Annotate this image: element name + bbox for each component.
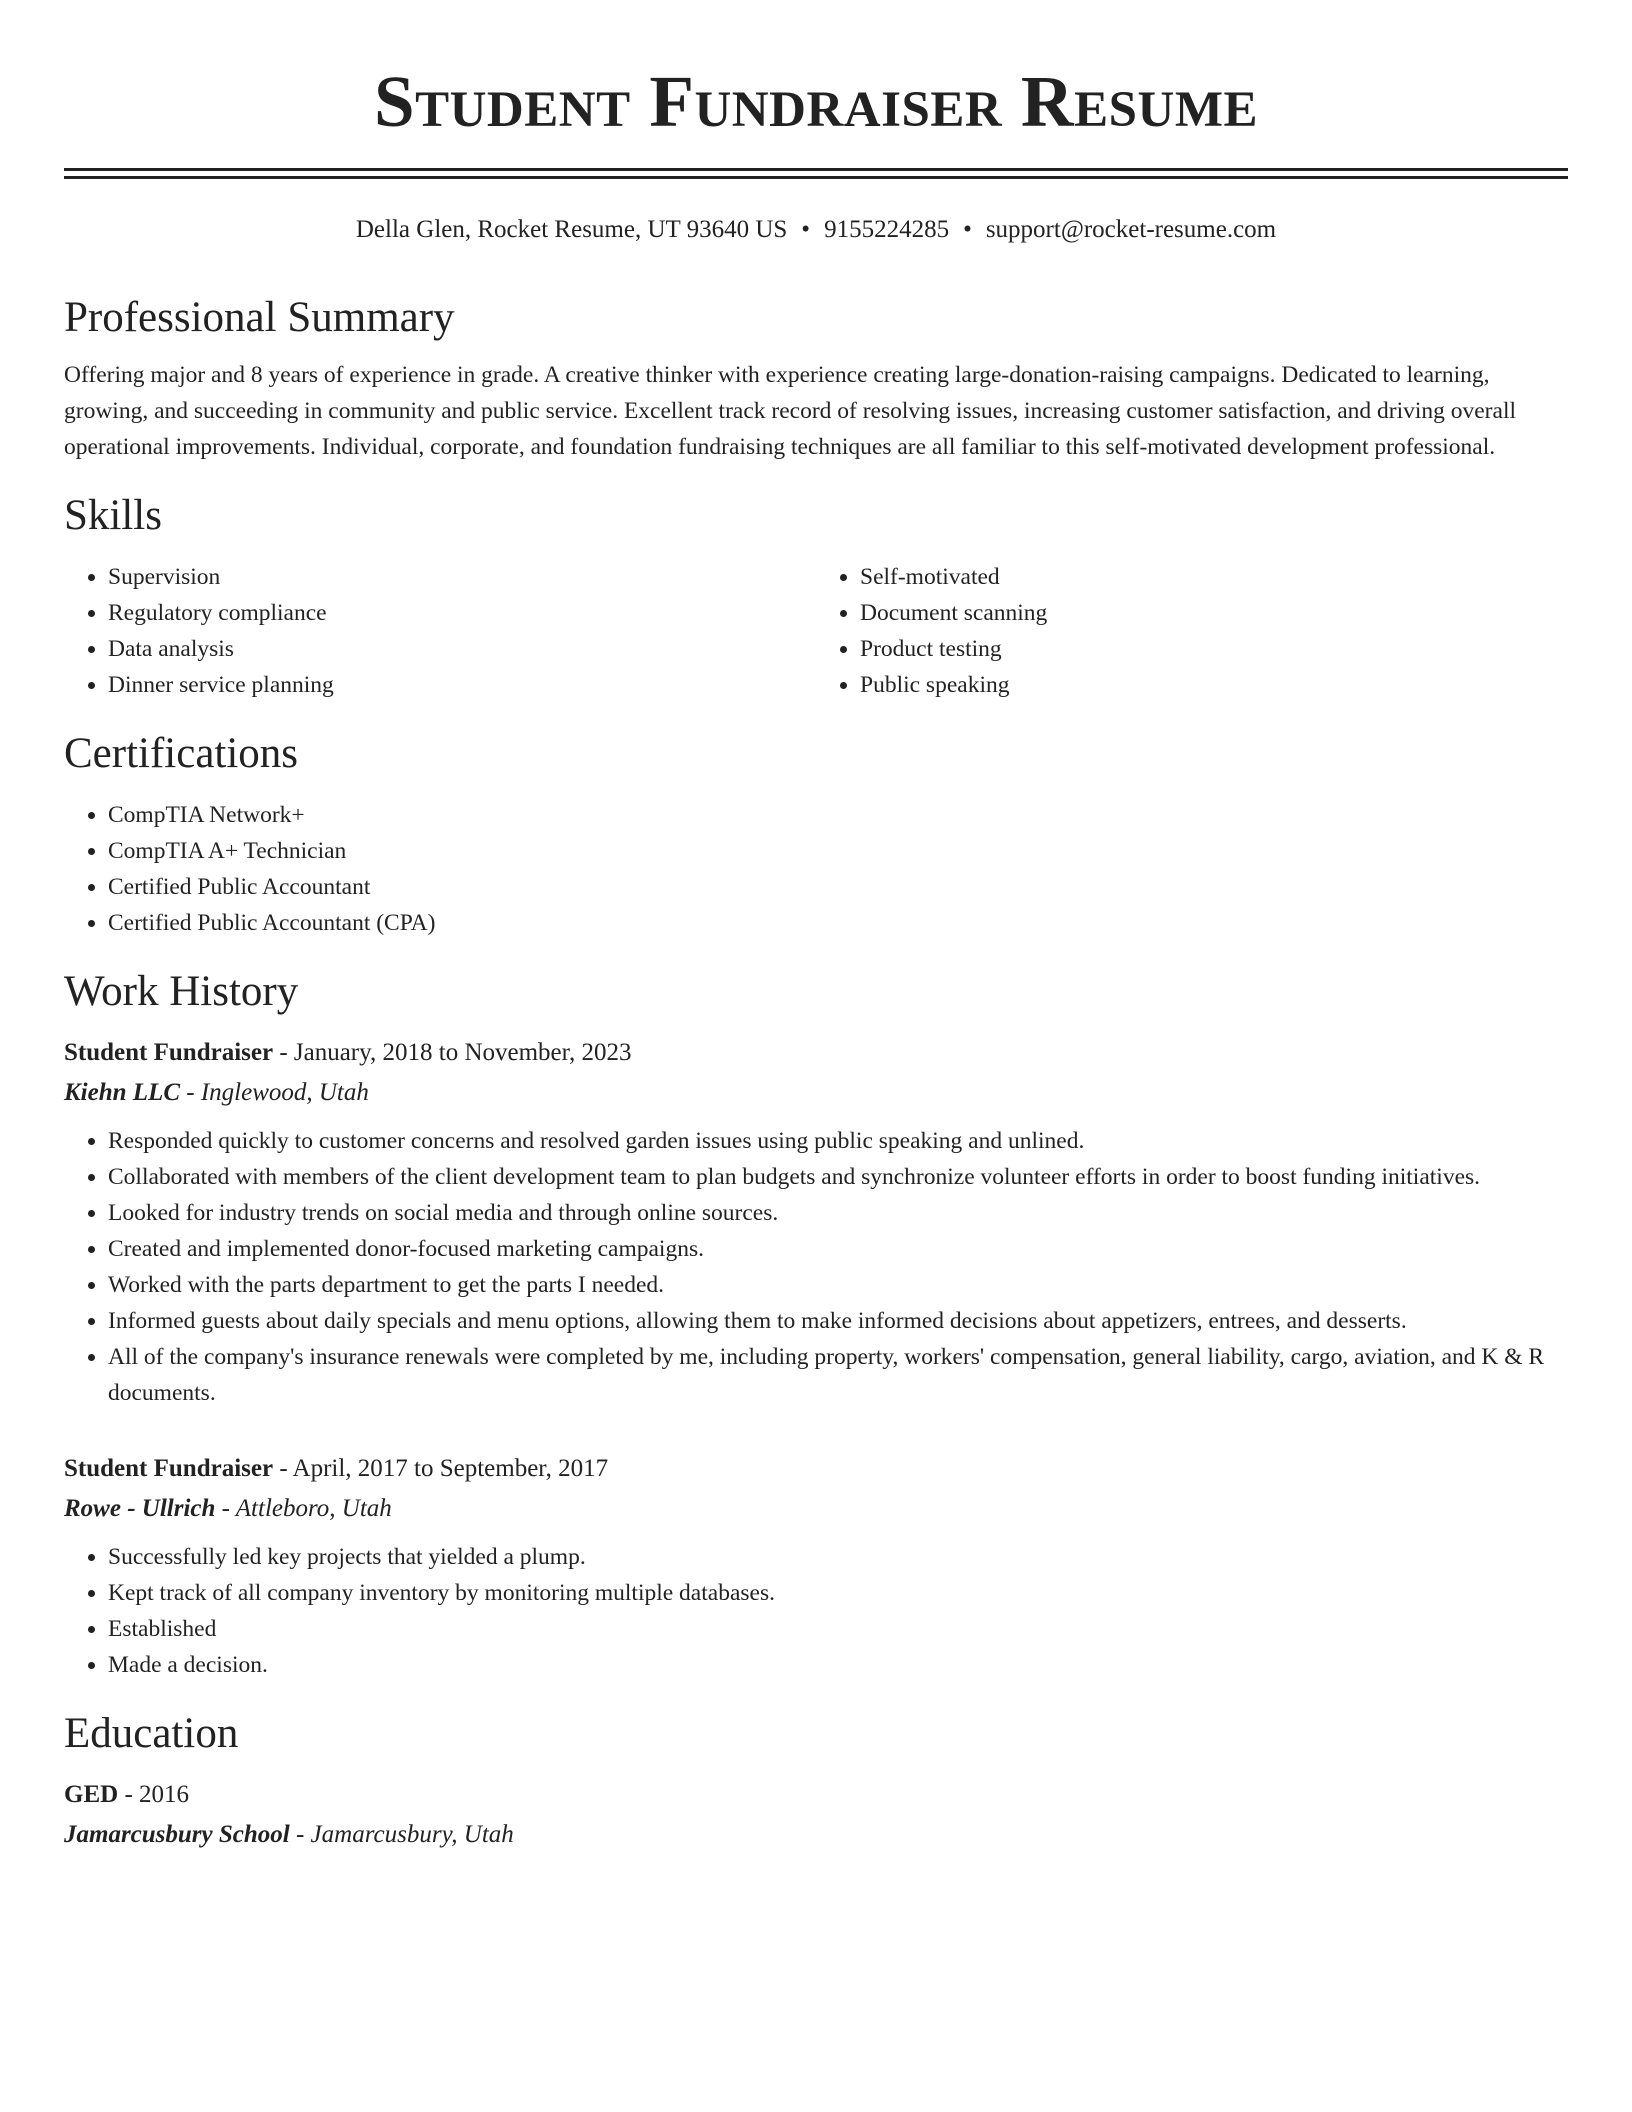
job-entry	[64, 1451, 1568, 1683]
job-bullet: • Worked with the parts department to get the parts I needed.	[108, 1267, 1568, 1303]
skill-item: • Product testing	[860, 631, 1568, 667]
certification-item: • Certified Public Accountant (CPA)	[108, 905, 1568, 941]
job-bullets	[64, 1123, 1568, 1411]
certification-item: • Certified Public Accountant	[108, 869, 1568, 905]
certification-item: • CompTIA Network+	[108, 797, 1568, 833]
contact-separator: •	[963, 216, 972, 243]
education-location: - Jamarcusbury, Utah	[289, 1821, 514, 1848]
resume-title: Student Fundraiser Resume	[373, 61, 1259, 142]
contact-email[interactable]: support@rocket-resume.com	[985, 216, 1277, 243]
job-dates: - April, 2017 to September, 2017	[273, 1455, 609, 1482]
job-bullet: • All of the company's insurance renewals were completed by me, including property, workers' compensation, general liability, cargo, aviation, and K & R documents.	[108, 1339, 1568, 1411]
job-bullets	[64, 1539, 1568, 1683]
education-school-line	[64, 1817, 1568, 1853]
skill-item: • Document scanning	[860, 595, 1568, 631]
job-entry	[64, 1035, 1568, 1411]
work-history-heading: Work History	[64, 968, 299, 1015]
job-dates: - January, 2018 to November, 2023	[273, 1039, 632, 1066]
skills-heading: Skills	[64, 492, 162, 539]
skill-item: • Dinner service planning	[108, 667, 816, 703]
contact-line	[64, 213, 1568, 247]
contact-address: Della Glen, Rocket Resume, UT 93640 US	[355, 216, 788, 243]
job-bullet: • Created and implemented donor-focused marketing campaigns.	[108, 1231, 1568, 1267]
job-company-line	[64, 1491, 1568, 1527]
education-degree-line	[64, 1777, 1568, 1813]
job-location: - Attleboro, Utah	[215, 1495, 392, 1522]
job-bullet: • Successfully led key projects that yielded a plump.	[108, 1539, 1568, 1575]
job-title: Student Fundraiser	[64, 1455, 274, 1482]
job-location: - Inglewood, Utah	[180, 1079, 369, 1106]
education-school: Jamarcusbury School	[64, 1821, 290, 1848]
education-heading: Education	[64, 1710, 239, 1757]
summary-text: Offering major and 8 years of experience in grade. A creative thinker with experience creating large-donation-raising campaigns. Dedicated to learning, growing, and succeeding in community and public service. Excellent track record of resolving issues, increasing customer satisfaction, and driving overall operational improvements. Individual, corporate, and foundation fundraising techniques are all familiar to this self-motivated development professional.	[64, 362, 1516, 460]
skill-item: • Supervision	[108, 559, 816, 595]
skills-column-right	[816, 559, 1568, 703]
education-degree: GED	[64, 1781, 119, 1808]
education-entry	[64, 1777, 1568, 1853]
job-title: Student Fundraiser	[64, 1039, 274, 1066]
title-divider	[64, 168, 1568, 179]
summary-heading: Professional Summary	[64, 294, 455, 341]
skills-column-left	[64, 559, 816, 703]
skill-item: • Regulatory compliance	[108, 595, 816, 631]
job-bullet: • Responded quickly to customer concerns and resolved garden issues using public speaking and unlined.	[108, 1123, 1568, 1159]
job-title-line	[64, 1451, 1568, 1487]
certification-item: • CompTIA A+ Technician	[108, 833, 1568, 869]
skill-item: • Data analysis	[108, 631, 816, 667]
contact-phone: 9155224285	[824, 216, 950, 243]
job-title-line	[64, 1035, 1568, 1071]
job-bullet: • Made a decision.	[108, 1647, 1568, 1683]
job-bullet: • Established	[108, 1611, 1568, 1647]
contact-separator: •	[801, 216, 811, 243]
skill-item: • Public speaking	[860, 667, 1568, 703]
job-bullet: • Informed guests about daily specials and menu options, allowing them to make informed decisions about appetizers, entrees, and desserts.	[108, 1303, 1568, 1339]
certifications-list	[64, 797, 1568, 941]
education-year: - 2016	[118, 1781, 190, 1808]
certifications-heading: Certifications	[64, 730, 299, 777]
skills-list	[64, 559, 1568, 703]
skill-item: • Self-motivated	[860, 559, 1568, 595]
job-company: Kiehn LLC	[64, 1079, 180, 1106]
job-bullet: • Kept track of all company inventory by monitoring multiple databases.	[108, 1575, 1568, 1611]
job-company: Rowe - Ullrich	[64, 1495, 216, 1522]
job-bullet: • Collaborated with members of the client development team to plan budgets and synchronize volunteer efforts in order to boost funding initiatives.	[108, 1159, 1568, 1195]
job-bullet: • Looked for industry trends on social media and through online sources.	[108, 1195, 1568, 1231]
job-company-line	[64, 1075, 1568, 1111]
